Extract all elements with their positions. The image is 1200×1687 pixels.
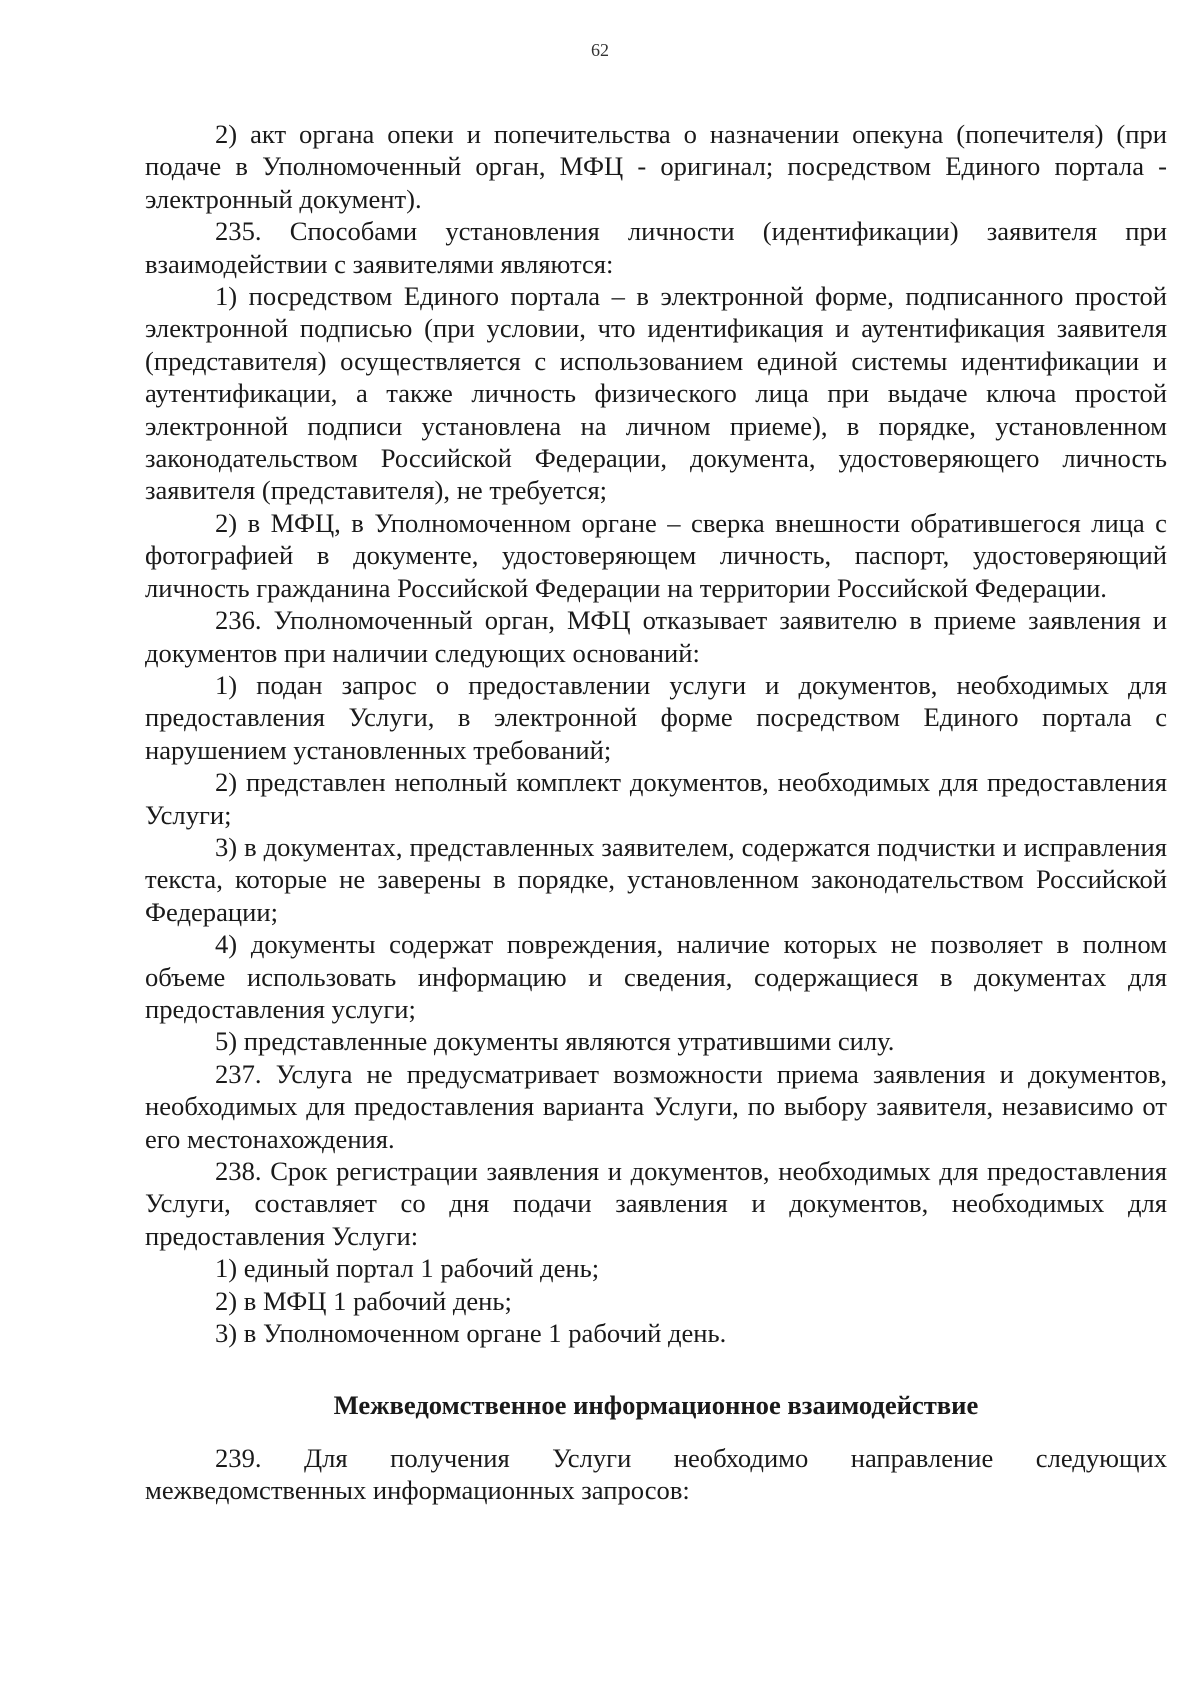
paragraph: 1) подан запрос о предоставлении услуги и документов, необходимых для предоставления Услуги, в электронной форме посредством Единого портала с нарушением установленных требований;: [145, 669, 1167, 765]
paragraph: 236. Уполномоченный орган, МФЦ отказывает заявителю в приеме заявления и документов при наличии следующих оснований:: [145, 605, 1167, 668]
paragraph: 235. Способами установления личности (идентификации) заявителя при взаимодействии с заявителями являются:: [145, 216, 1167, 279]
document-body: [145, 118, 1167, 1507]
paragraph: 2) в МФЦ 1 рабочий день;: [215, 1285, 512, 1316]
page-number: 62: [591, 40, 609, 60]
paragraph: 2) акт органа опеки и попечительства о назначении опекуна (попечителя) (при подаче в Уполномоченный орган, МФЦ - оригинал; посредством Единого портала - электронный документ).: [145, 119, 1167, 214]
paragraph: 2) представлен неполный комплект документов, необходимых для предоставления Услуги;: [145, 767, 1167, 830]
paragraph: 4) документы содержат повреждения, наличие которых не позволяет в полном объеме использовать информацию и сведения, содержащиеся в документах для предоставления услуги;: [145, 929, 1167, 1024]
paragraph: 1) единый портал 1 рабочий день;: [215, 1253, 600, 1284]
paragraph: 238. Срок регистрации заявления и документов, необходимых для предоставления Услуги, составляет со дня подачи заявления и документов, необходимых для предоставления Услуги:: [145, 1156, 1167, 1251]
paragraph: 2) в МФЦ, в Уполномоченном органе – сверка внешности обратившегося лица с фотографией в документе, удостоверяющем личность, паспорт, удостоверяющий личность гражданина Российской Федерации на территории Российской Федерации.: [145, 507, 1167, 603]
paragraph: 3) в Уполномоченном органе 1 рабочий день.: [215, 1318, 727, 1349]
paragraph: 5) представленные документы являются утратившими силу.: [215, 1026, 895, 1057]
section-heading: Межведомственное информационное взаимодействие: [333, 1390, 979, 1421]
paragraph: 239. Для получения Услуги необходимо направление следующих межведомственных информационных запросов:: [145, 1442, 1167, 1506]
paragraph: 1) посредством Единого портала – в электронной форме, подписанного простой электронной подписью (при условии, что идентификация и аутентификация заявителя (представителя) осуществляется с использованием единой системы идентификации и аутентификации, а также личность физического лица при выдаче ключа простой электронной подписи установлена на личном приеме), в порядке, установленном законодательством Российской Федерации, документа, удостоверяющего личность заявителя (представителя), не требуется;: [145, 281, 1167, 506]
paragraph: 3) в документах, представленных заявителем, содержатся подчистки и исправления текста, которые не заверены в порядке, установленном законодательством Российской Федерации;: [145, 831, 1167, 927]
paragraph: 237. Услуга не предусматривает возможности приема заявления и документов, необходимых для предоставления варианта Услуги, по выбору заявителя, независимо от его местонахождения.: [145, 1058, 1167, 1154]
